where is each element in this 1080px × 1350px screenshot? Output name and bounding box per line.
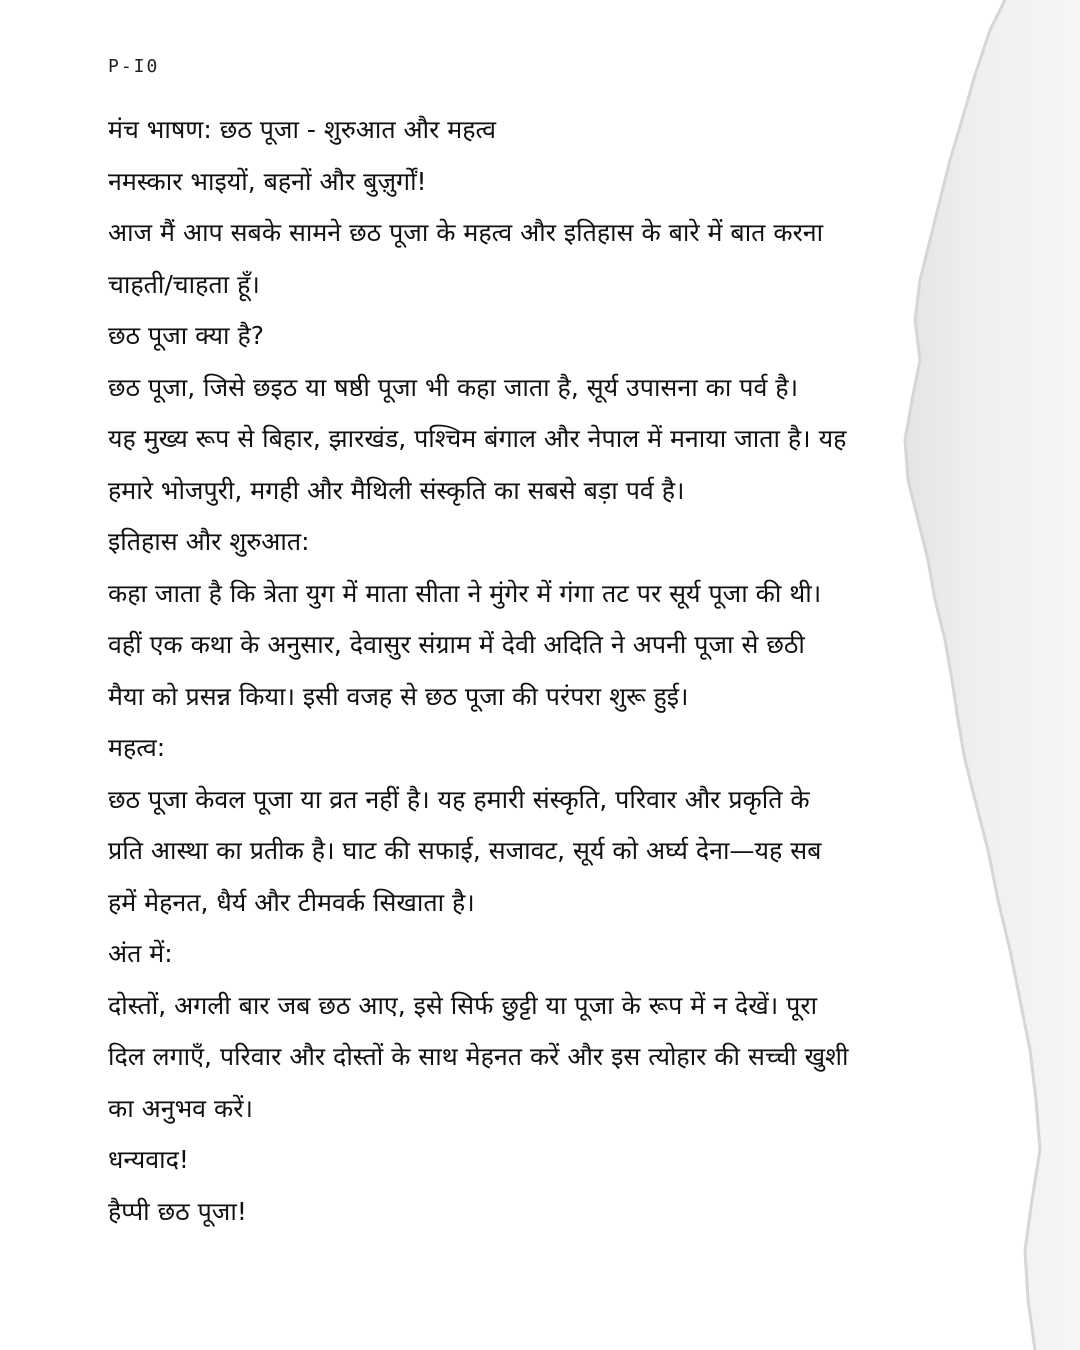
paragraph-history-line-3: मैया को प्रसन्न किया। इसी वजह से छठ पूजा की परंपरा शुरू हुई।: [108, 681, 689, 711]
paragraph-what-line-2: यह मुख्य रूप से बिहार, झारखंड, पश्चिम बंगाल और नेपाल में मनाया जाता है। यह: [108, 424, 847, 453]
thanks-line: धन्यवाद!: [108, 1145, 189, 1174]
speech-document: [108, 104, 938, 1237]
speech-title: मंच भाषण: छठ पूजा - शुरुआत और महत्व: [108, 115, 497, 144]
paragraph-conclusion-line-1: दोस्तों, अगली बार जब छठ आए, इसे सिर्फ छुट्टी या पूजा के रूप में न देखें। पूरा: [108, 990, 818, 1020]
heading-history: इतिहास और शुरुआत:: [108, 527, 310, 556]
closing-wish-line: हैप्पी छठ पूजा!: [108, 1196, 247, 1226]
heading-conclusion: अंत में:: [108, 939, 173, 968]
intro-line-2: चाहती/चाहता हूँ।: [108, 269, 260, 299]
greeting-line: नमस्कार भाइयों, बहनों और बुज़ुर्गों!: [108, 166, 427, 196]
paragraph-history-line-2: वहीं एक कथा के अनुसार, देवासुर संग्राम में देवी अदिति ने अपनी पूजा से छठी: [108, 630, 805, 659]
heading-importance: महत्व:: [108, 733, 166, 762]
heading-what-is-chhath: छठ पूजा क्या है?: [108, 321, 265, 350]
page-label: P-I0: [108, 56, 160, 77]
paragraph-importance-line-3: हमें मेहनत, धैर्य और टीमवर्क सिखाता है।: [108, 887, 475, 917]
paragraph-conclusion-line-3: का अनुभव करें।: [108, 1093, 253, 1123]
intro-line-1: आज मैं आप सबके सामने छठ पूजा के महत्व और इतिहास के बारे में बात करना: [108, 218, 824, 247]
paragraph-importance-line-2: प्रति आस्था का प्रतीक है। घाट की सफाई, सजावट, सूर्य को अर्घ्य देना—यह सब: [108, 836, 822, 865]
paragraph-conclusion-line-2: दिल लगाएँ, परिवार और दोस्तों के साथ मेहनत करें और इस त्योहार की सच्ची खुशी: [108, 1042, 849, 1071]
paragraph-what-line-3: हमारे भोजपुरी, मगही और मैथिली संस्कृति का सबसे बड़ा पर्व है।: [108, 475, 685, 505]
paragraph-importance-line-1: छठ पूजा केवल पूजा या व्रत नहीं है। यह हमारी संस्कृति, परिवार और प्रकृति के: [108, 784, 810, 814]
paragraph-what-line-1: छठ पूजा, जिसे छइठ या षष्ठी पूजा भी कहा जाता है, सूर्य उपासना का पर्व है।: [108, 372, 799, 402]
paragraph-history-line-1: कहा जाता है कि त्रेता युग में माता सीता ने मुंगेर में गंगा तट पर सूर्य पूजा की थी।: [108, 578, 822, 608]
